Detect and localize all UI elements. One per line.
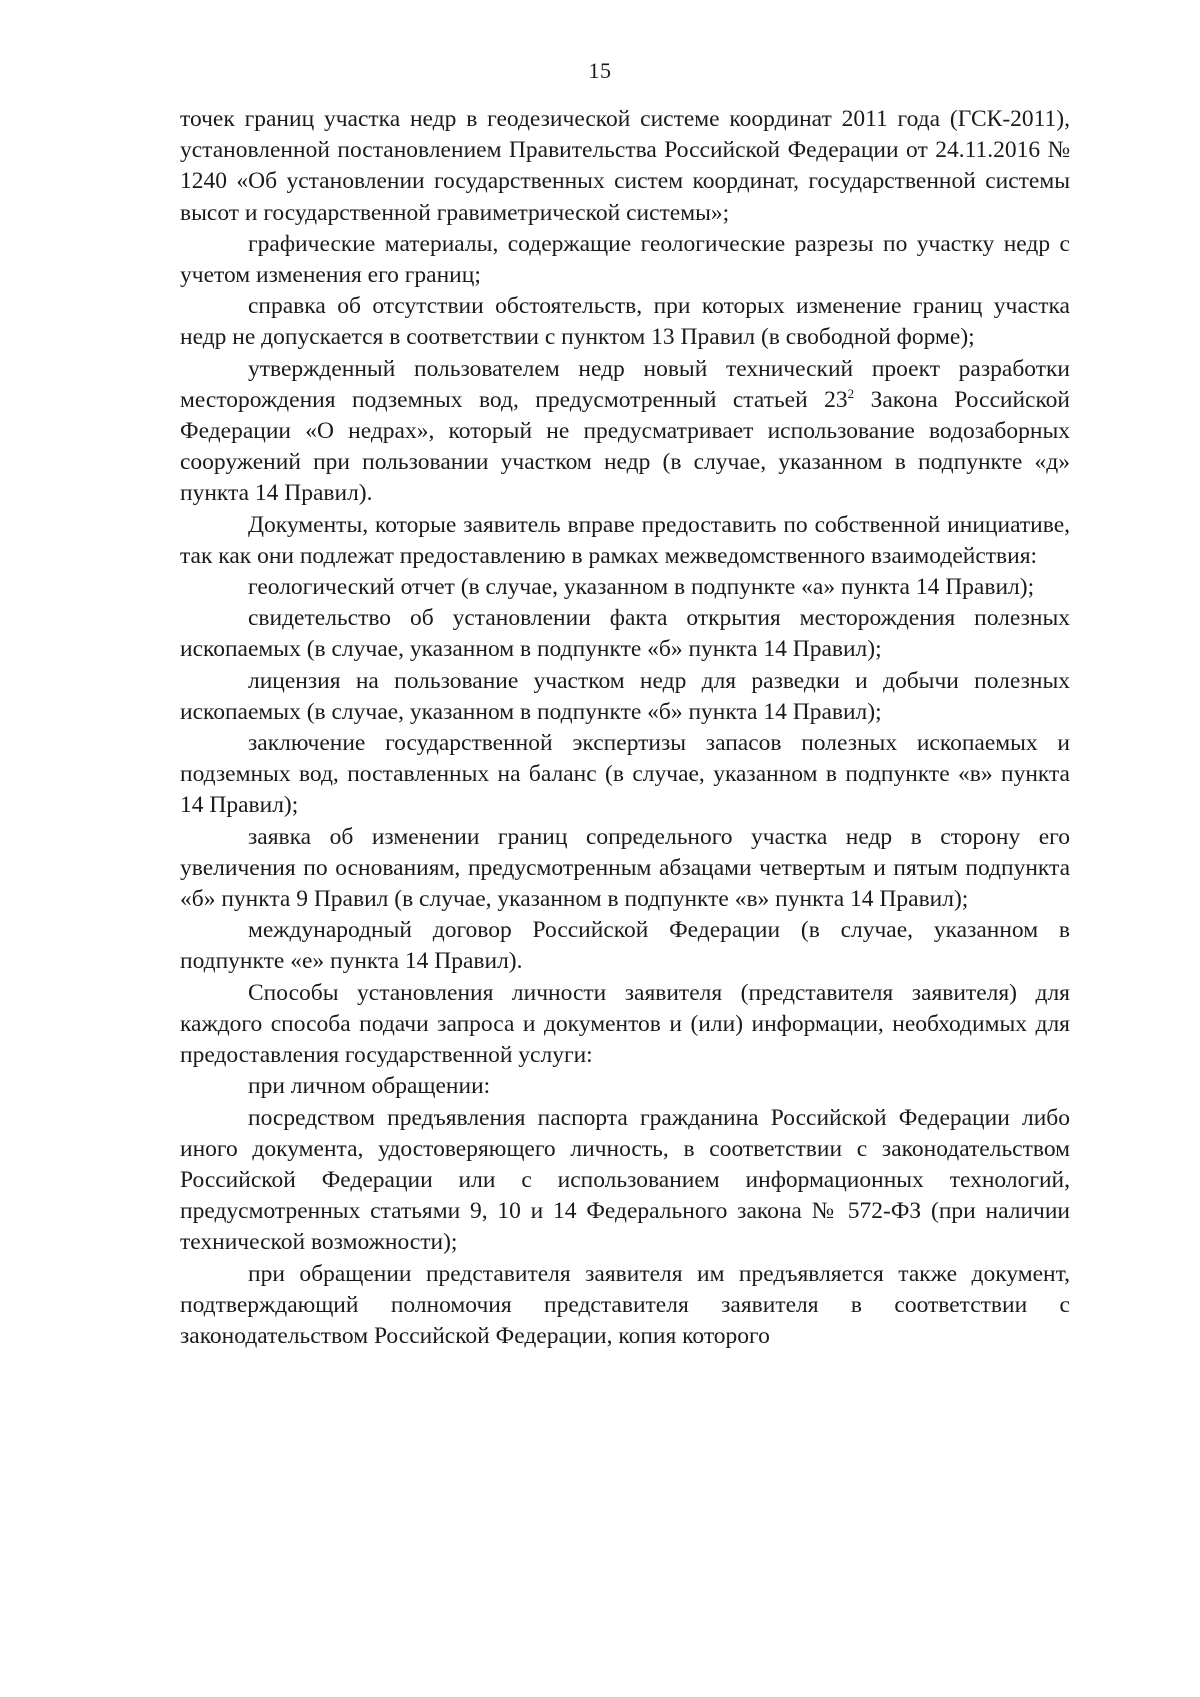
paragraph-certificate-of-absence: справка об отсутствии обстоятельств, при которых изменение границ участка недр не допускается в соответствии с пунктом 13 Правил (в свободной форме); (180, 293, 1070, 351)
list-item-international-treaty: международный договор Российской Федерации (в случае, указанном в подпункте «е» пункта 14 Правил). (180, 917, 1070, 975)
list-item-adjacent-plot-application: заявка об изменении границ сопредельного участка недр в сторону его увеличения по основаниям, предусмотренным абзацами четвертым и пятым подпункта «б» пункта 9 Правил (в случае, указанном в подпункте «в» пункта 14 Правил); (180, 823, 1070, 913)
paragraph-identity-methods: Способы установления личности заявителя (представителя заявителя) для каждого способа подачи запроса и документов и (или) информации, необходимых для предоставления государственной услуги: (180, 979, 1070, 1069)
list-item-subsoil-license: лицензия на пользование участком недр для разведки и добычи полезных ископаемых (в случае, указанном в подпункте «б» пункта 14 Правил); (180, 667, 1070, 725)
paragraph-technical-project (180, 354, 1070, 510)
list-item-geological-report: геологический отчет (в случае, указанном в подпункте «а» пункта 14 Правил); (248, 574, 1035, 601)
paragraph-technical-project-text-after: Закона Российской Федерации «О недрах», который не предусматривает использование водозаборных сооружений при пользовании участком недр (в случае, указанном в подпункте «д» пункта 14 Правил). (180, 386, 1071, 507)
paragraph-coordinates-continuation: точек границ участка недр в геодезической системе координат 2011 года (ГСК-2011), установленной постановлением Правительства Российской Федерации от 24.11.2016 № 1240 «Об установлении государственных систем координат, государственной системы высот и государственной гравиметрической системы»; (180, 106, 1070, 226)
paragraph-representative: при обращении представителя заявителя им предъявляется также документ, подтверждающий полномочия представителя заявителя в соответствии с законодательством Российской Федерации, копия которого (180, 1260, 1070, 1349)
paragraph-in-person: при личном обращении: (248, 1073, 491, 1100)
paragraph-geological-sections: графические материалы, содержащие геологические разрезы по участку недр с учетом изменения его границ; (180, 230, 1070, 289)
paragraph-passport-presentation: посредством предъявления паспорта гражданина Российской Федерации либо иного документа, удостоверяющего личность, в соответствии с законодательством Российской Федерации или с использованием информационных технологий, предусмотренных статьями 9, 10 и 14 Федерального закона № 572-ФЗ (при наличии технической возможности); (180, 1104, 1070, 1256)
article-superscript: 2 (847, 386, 855, 401)
list-item-discovery-certificate: свидетельство об установлении факта открытия месторождения полезных ископаемых (в случае, указанном в подпункте «б» пункта 14 Правил); (180, 605, 1070, 663)
paragraph-own-initiative-documents: Документы, которые заявитель вправе предоставить по собственной инициативе, так как они подлежат предоставлению в рамках межведомственного взаимодействия: (180, 511, 1070, 569)
list-item-state-expertise-conclusion: заключение государственной экспертизы запасов полезных ископаемых и подземных вод, поставленных на баланс (в случае, указанном в подпункте «в» пункта 14 Правил); (180, 730, 1070, 819)
document-body (180, 104, 1070, 1352)
paragraph-technical-project-text-before: утвержденный пользователем недр новый технический проект разработки месторождения подземных вод, предусмотренный статьей 23 (180, 355, 1070, 413)
page-number: 15 (588, 58, 612, 83)
